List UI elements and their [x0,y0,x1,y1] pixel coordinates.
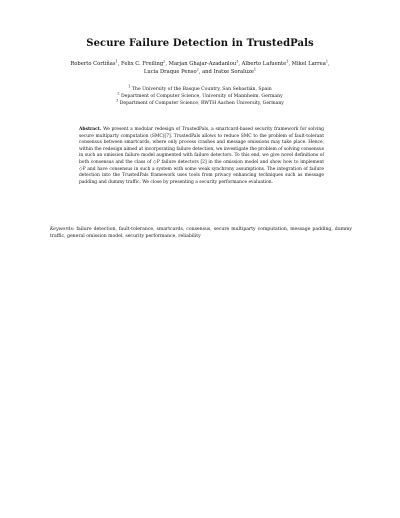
author-list [58,60,342,76]
affiliation: $^1$ The University of the Basque Country, San Sebastián, Spain [128,84,272,92]
author: Alberto Lafuente$^1$, [241,59,292,67]
abstract-text: We present a modular redesign of TrustedPals, a smartcard-based security framework for solving secure multiparty computation (SMC)[7]. TrustedPals allows to reduce SMC to the problem of fault-tolerant consensus between smartcards, where only process crashes and message omissions may take place. Hence, within the redesign aimed at incorporating failure detection, we investigate the problem of solving consensus in such an omission failure model augmented with failure detectors. To this end, we give novel definitions of both consensus and the class of ◇P failure detectors [2] in the omission model and show how to implement ◇P and have consensus in such a system with some weak synchrony assumptions. The integration of failure detection into the TrustedPals framework uses tools from privacy enhancing techniques such as message padding and dummy traffic. We close by presenting a security performance evaluation. [79,127,324,185]
keywords-label: Keywords: [50,227,75,232]
author: and Iratxe Soraluze$^1$ [202,67,257,75]
keywords-text: failure detection, fault-tolerance, smartcards, consensus, secure multiparty computation, message padding, dummy traffic, general omission model, security performance, reliability [50,227,352,239]
author: Marjan Ghajar-Azadanlou$^3$, [168,59,242,67]
author: Mikel Larrea$^1$, [291,59,330,67]
abstract-label: Abstract. [79,127,102,132]
author: Lucia Draque Penso$^2$, [143,67,203,75]
affiliation-list [80,86,320,107]
abstract [79,127,324,186]
author: Roberto Cortiñas$^1$, [70,59,121,67]
affiliation: $^3$ Department of Computer Science, RWTH Aachen University, Germany [116,98,284,106]
paper-title: Secure Failure Detection in TrustedPals [86,38,314,49]
author: Felix C. Freiling$^2$, [121,59,169,67]
affiliation: $^2$ Department of Computer Science, University of Mannheim, Germany [117,91,283,99]
keywords [50,226,352,240]
